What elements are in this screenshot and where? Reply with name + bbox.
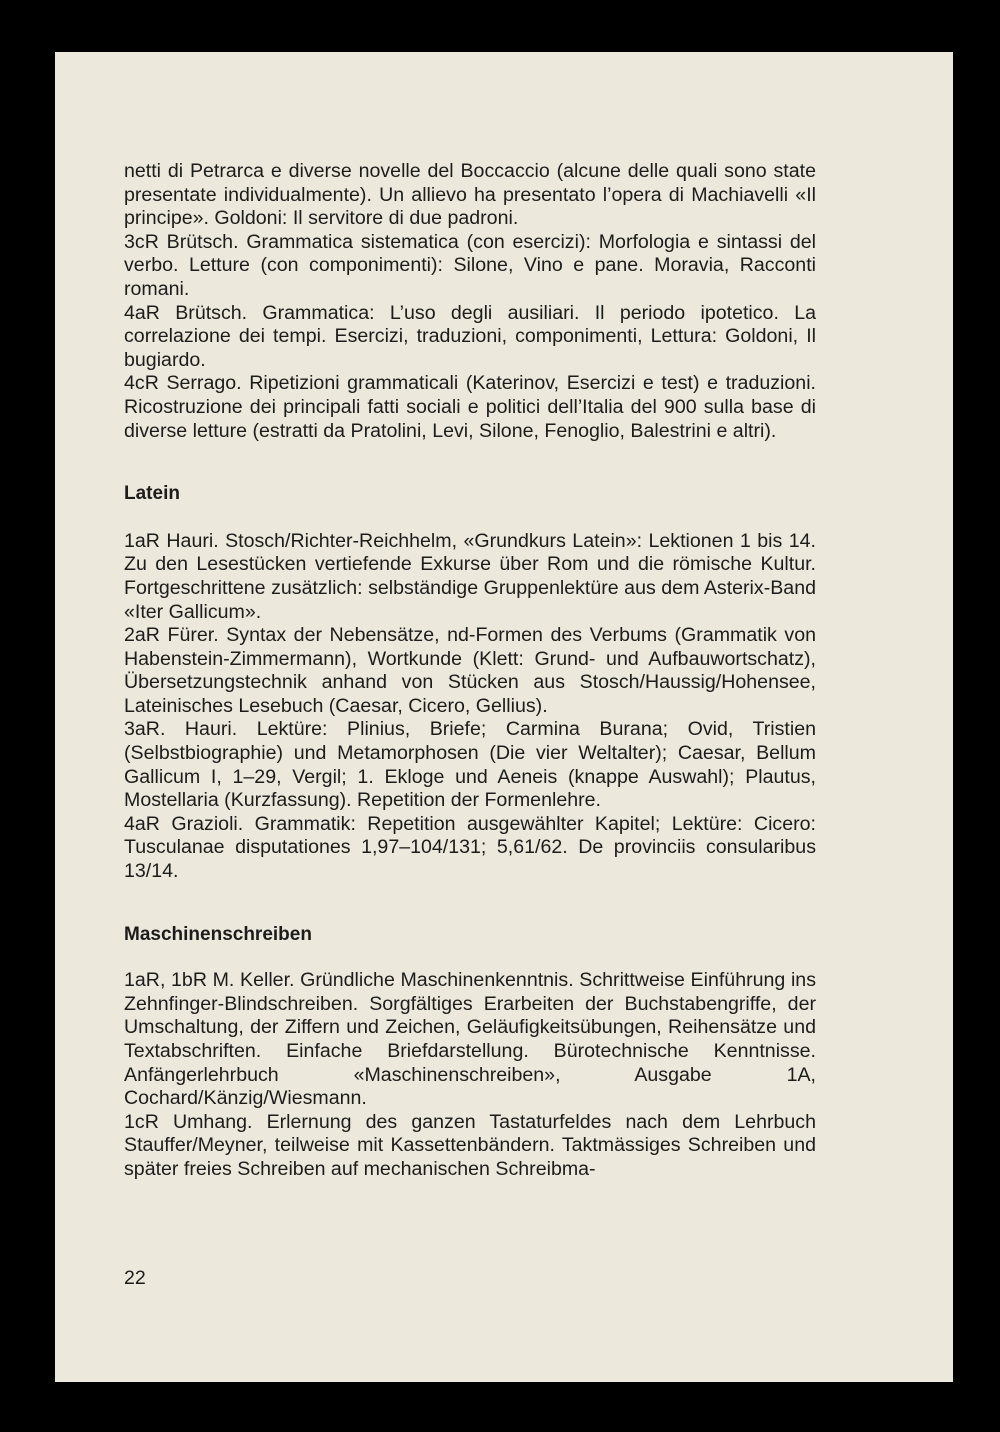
page-content bbox=[124, 160, 816, 1182]
maschinenschreiben-section bbox=[124, 923, 816, 1182]
maschinenschreiben-paragraph-1aR-1bR: 1aR, 1bR M. Keller. Gründliche Maschinenkenntnis. Schrittweise Einführung ins Zehnfinger-Blindschreiben. Sorgfältiges Erarbeiten der Buchstabengriffe, der Umschaltung, der Ziffern und Zeichen, Geläufigkeitsübungen, Reihensätze und Textabschriften. Einfache Briefdarstellung. Bürotechnische Kenntnisse. Anfängerlehrbuch «Maschinenschreiben», Ausgabe 1A, Cochard/Känzig/Wiesmann. bbox=[124, 969, 816, 1110]
latein-paragraph-4aR: 4aR Grazioli. Grammatik: Repetition ausgewählter Kapitel; Lektüre: Cicero: Tusculanae disputationes 1,97–104/131; 5,61/62. De provinciis consularibus 13/14. bbox=[124, 812, 816, 883]
latein-section bbox=[124, 482, 816, 884]
latein-paragraph-1aR: 1aR Hauri. Stosch/Richter-Reichhelm, «Grundkurs Latein»: Lektionen 1 bis 14. Zu den Lesestücken vertiefende Exkurse über Rom und die römische Kultur. Fortgeschrittene zusätzlich: selbständige Gruppenlektüre aus dem Asterix-Band «Iter Gallicum». bbox=[124, 529, 816, 623]
maschinenschreiben-paragraph-1cR: 1cR Umhang. Erlernung des ganzen Tastaturfeldes nach dem Lehrbuch Stauffer/Meyner, teilweise mit Kassettenbändern. Taktmässiges Schreiben und später freies Schreiben auf mechanischen Schreibma- bbox=[124, 1110, 816, 1180]
latein-paragraph-2aR: 2aR Fürer. Syntax der Nebensätze, nd-Formen des Verbums (Grammatik von Habenstein-Zimmermann), Wortkunde (Klett: Grund- und Aufbauwortschatz), Übersetzungstechnik anhand von Stücken aus Stosch/Haussig/Hohensee, Lateinisches Lesebuch (Caesar, Cicero, Gellius). bbox=[124, 624, 816, 717]
italian-paragraph-1: netti di Petrarca e diverse novelle del Boccaccio (alcune delle quali sono state presentate individualmente). Un allievo ha presentato l’opera di Machiavelli «Il principe». Goldoni: Il servitore di due padroni. bbox=[124, 160, 816, 230]
maschinenschreiben-heading: Maschinenschreiben bbox=[124, 923, 312, 945]
latein-paragraph-3aR: 3aR. Hauri. Lektüre: Plinius, Briefe; Carmina Burana; Ovid, Tristien (Selbstbiographie) und Metamorphosen (Die vier Weltalter); Caesar, Bellum Gallicum I, 1–29, Vergil; 1. Ekloge und Aeneis (knappe Auswahl); Plautus, Mostellaria (Kurzfassung). Repetition der Formenlehre. bbox=[124, 718, 816, 812]
italian-paragraph-3cR: 3cR Brütsch. Grammatica sistematica (con esercizi): Morfologia e sintassi del verbo. Letture (con componimenti): Silone, Vino e pane. Moravia, Racconti romani. bbox=[124, 230, 816, 300]
italian-section bbox=[124, 160, 816, 443]
italian-paragraph-4cR: 4cR Serrago. Ripetizioni grammaticali (Katerinov, Esercizi e test) e traduzioni. Ricostruzione dei principali fatti sociali e politici dell’Italia del 900 sulla base di diverse letture (estratti da Pratolini, Levi, Silone, Fenoglio, Balestrini e altri). bbox=[124, 372, 816, 442]
page-number: 22 bbox=[124, 1267, 146, 1289]
italian-paragraph-4aR: 4aR Brütsch. Grammatica: L’uso degli ausiliari. Il periodo ipotetico. La correlazione dei tempi. Esercizi, traduzioni, componimenti, Lettura: Goldoni, Il bugiardo. bbox=[124, 301, 816, 371]
document-page bbox=[55, 52, 953, 1382]
latein-heading: Latein bbox=[124, 483, 180, 505]
